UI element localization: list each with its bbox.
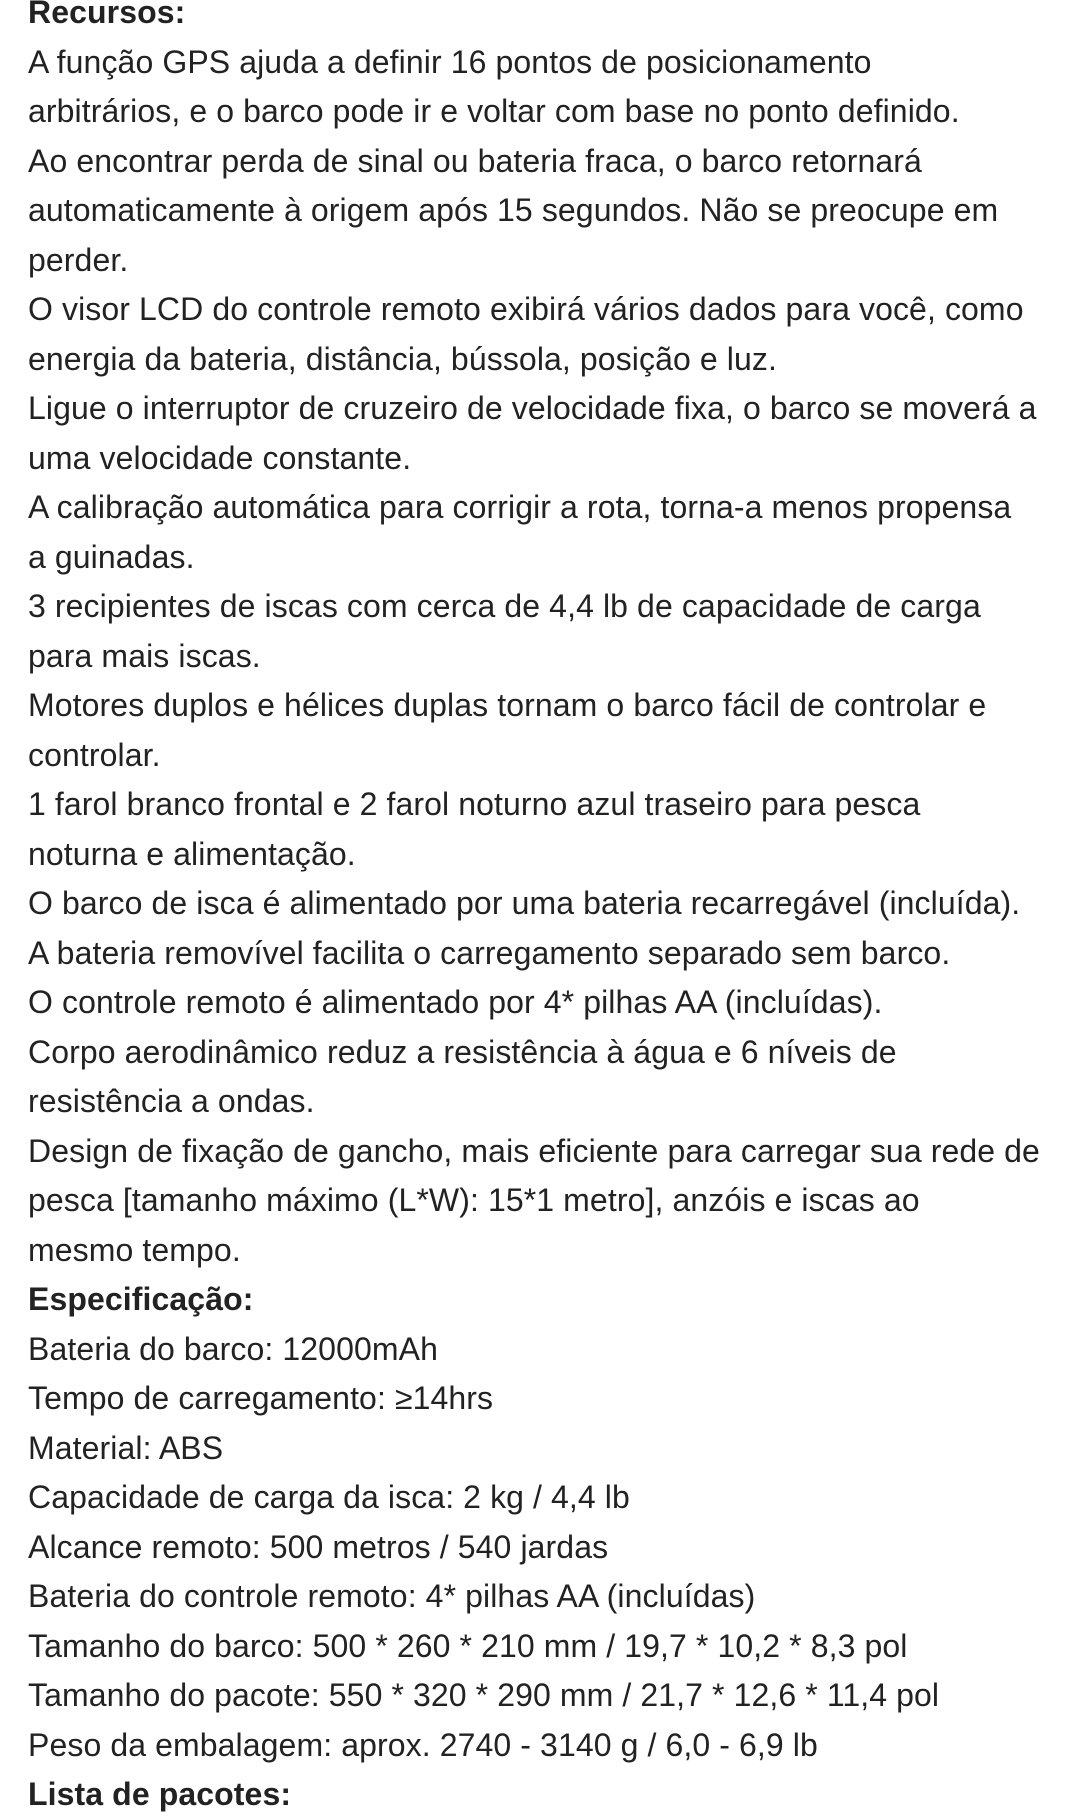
spec-line-6: Bateria do controle remoto: 4* pilhas AA (incluídas) [28, 1578, 756, 1614]
features-section [28, 0, 1073, 1275]
features-line-7: energia da bateria, distância, bússola, posição e luz. [28, 340, 777, 377]
features-line-4: automaticamente à origem após 15 segundos. Não se preocupe em [28, 192, 999, 228]
features-heading: Recursos: [28, 0, 186, 30]
features-line-13: para mais iscas. [28, 637, 261, 674]
features-line-3: Ao encontrar perda de sinal ou bateria fraca, o barco retornará [28, 142, 922, 179]
features-line-17: noturna e alimentação. [28, 835, 356, 872]
features-line-2: arbitrários, e o barco pode ir e voltar com base no ponto definido. [28, 93, 960, 129]
spec-line-8: Tamanho do pacote: 550 * 320 * 290 mm / 21,7 * 12,6 * 11,4 pol [28, 1677, 940, 1713]
spec-line-7: Tamanho do barco: 500 * 260 * 210 mm / 19,7 * 10,2 * 8,3 pol [28, 1627, 908, 1664]
spec-line-5: Alcance remoto: 500 metros / 540 jardas [28, 1528, 609, 1565]
features-line-15: controlar. [28, 736, 161, 773]
specifications-heading: Especificação: [28, 1281, 254, 1317]
features-line-1: A função GPS ajuda a definir 16 pontos de posicionamento [28, 43, 872, 80]
features-line-6: O visor LCD do controle remoto exibirá vários dados para você, como [28, 291, 1024, 327]
specifications-section [28, 1275, 1073, 1770]
features-line-18: O barco de isca é alimentado por uma bateria recarregável (incluída). [28, 885, 1021, 921]
spec-line-1: Bateria do barco: 12000mAh [28, 1330, 438, 1367]
product-description [28, 0, 1073, 1820]
features-line-22: resistência a ondas. [28, 1083, 315, 1119]
features-line-11: a guinadas. [28, 538, 195, 575]
spec-line-4: Capacidade de carga da isca: 2 kg / 4,4 lb [28, 1479, 630, 1515]
features-line-10: A calibração automática para corrigir a rota, torna-a menos propensa [28, 489, 1012, 525]
features-line-24: pesca [tamanho máximo (L*W): 15*1 metro], anzóis e iscas ao [28, 1182, 920, 1218]
features-line-8: Ligue o interruptor de cruzeiro de velocidade fixa, o barco se moverá a [28, 390, 1037, 426]
features-line-21: Corpo aerodinâmico reduz a resistência à água e 6 níveis de [28, 1033, 897, 1070]
package-list-heading: Lista de pacotes: [28, 1776, 292, 1812]
features-line-25: mesmo tempo. [28, 1231, 241, 1268]
spec-line-3: Material: ABS [28, 1429, 224, 1466]
spec-line-9: Peso da embalagem: aprox. 2740 - 3140 g / 6,0 - 6,9 lb [28, 1726, 818, 1763]
features-line-19: A bateria removível facilita o carregamento separado sem barco. [28, 934, 951, 971]
spec-line-2: Tempo de carregamento: ≥14hrs [28, 1380, 494, 1416]
features-line-20: O controle remoto é alimentado por 4* pilhas AA (incluídas). [28, 984, 883, 1020]
features-line-12: 3 recipientes de iscas com cerca de 4,4 lb de capacidade de carga [28, 588, 981, 624]
features-line-16: 1 farol branco frontal e 2 farol noturno azul traseiro para pesca [28, 786, 921, 822]
features-line-14: Motores duplos e hélices duplas tornam o barco fácil de controlar e [28, 687, 987, 723]
features-line-23: Design de fixação de gancho, mais eficiente para carregar sua rede de [28, 1132, 1040, 1169]
features-line-9: uma velocidade constante. [28, 439, 412, 476]
features-line-5: perder. [28, 241, 129, 278]
